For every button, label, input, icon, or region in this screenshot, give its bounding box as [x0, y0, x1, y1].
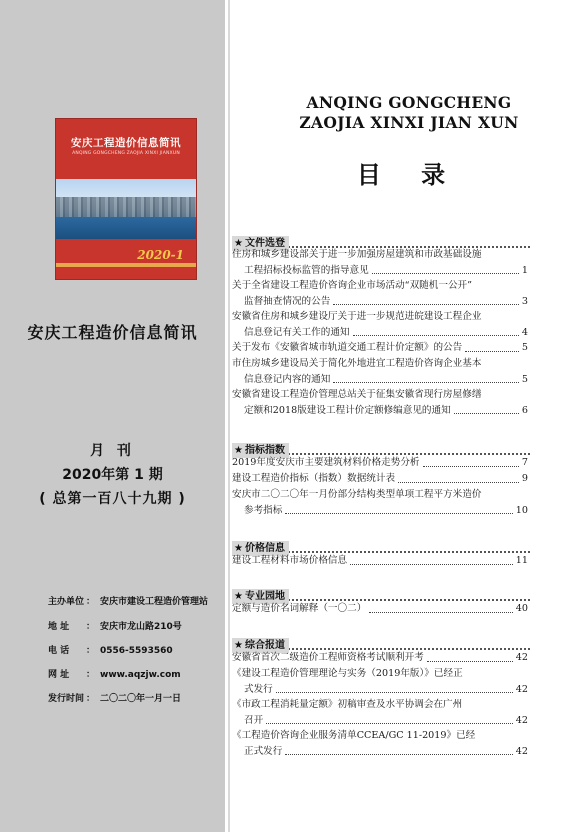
- section-header-news: [232, 633, 530, 650]
- star-icon: ★: [234, 543, 243, 554]
- magazine-name: 安庆工程造价信息简讯: [27, 323, 198, 342]
- page-number: 9: [521, 473, 528, 484]
- toc-entry[interactable]: 《市政工程消耗量定额》初稿审查及水平协调会在广州 召开 42: [232, 697, 528, 728]
- toc-entry[interactable]: 关于全省建设工程造价咨询企业市场活动“双随机一公开” 监督抽查情况的公告 3: [232, 278, 528, 309]
- star-icon: ★: [234, 238, 243, 249]
- frequency: 月 刊: [90, 443, 135, 459]
- phone-value: 0556-5593560: [100, 646, 173, 656]
- page-number: 10: [515, 504, 528, 516]
- cover-image: [55, 118, 197, 280]
- section-header-professional: [232, 584, 530, 601]
- publisher-value: 安庆市建设工程造价管理站: [100, 597, 209, 607]
- page-number: 4: [521, 326, 528, 338]
- page-number: 42: [515, 745, 528, 757]
- address-key: 地 址: [48, 622, 70, 632]
- toc-entry[interactable]: 《建设工程造价管理理论与实务（2019年版）》已经正 式发行 42: [232, 666, 528, 697]
- toc-entry[interactable]: 安徽省住房和城乡建设厅关于进一步规范进皖建设工程企业 信息登记有关工作的通知 4: [232, 309, 528, 340]
- toc-entry[interactable]: 《工程造价咨询企业服务清单CCEA/GC 11-2019》已经 正式发行 42: [232, 728, 528, 759]
- cover-city-skyline: [56, 197, 196, 217]
- section-label: ★ 价格信息: [232, 541, 289, 556]
- left-panel: [0, 0, 225, 832]
- release-date-value: 二〇二〇年一月一日: [100, 694, 182, 704]
- page-number: 11: [515, 555, 528, 566]
- toc-entry[interactable]: 建设工程造价指标（指数）数据统计表 9: [232, 471, 528, 487]
- page-number: 42: [515, 683, 528, 695]
- page-number: 42: [515, 714, 528, 726]
- section-label: ★ 文件选登: [232, 236, 289, 251]
- publisher-key: 主办单位: [48, 597, 85, 607]
- page-number: 3: [521, 295, 528, 307]
- english-title-line2: ZAOJIA XINXI JIAN XUN: [299, 113, 519, 132]
- section-header-documents: [232, 231, 530, 248]
- total-issue: ( 总第一百八十九期 ): [39, 491, 186, 507]
- section-label: ★ 指标指数: [232, 443, 289, 458]
- phone-key: 电 话: [48, 646, 70, 656]
- release-date-key: 发行时间: [48, 694, 85, 704]
- toc-entry[interactable]: 2019年度安庆市主要建筑材料价格走势分析 7: [232, 455, 528, 471]
- star-icon: ★: [234, 640, 243, 651]
- address-row: 地 址 ： 安庆市龙山路210号: [48, 619, 182, 632]
- publisher-row: 主办单位 ： 安庆市建设工程造价管理站: [48, 594, 208, 607]
- cover-issue: 2020-1: [137, 248, 184, 262]
- toc-title: 目 录: [356, 161, 462, 189]
- website-row: 网 址 ： www.aqzjw.com: [48, 667, 181, 680]
- page-number: 5: [521, 342, 528, 353]
- toc-entry[interactable]: 建设工程材料市场价格信息 11: [232, 553, 528, 569]
- page-number: 7: [521, 457, 528, 468]
- toc-entry[interactable]: 关于发布《安徽省城市轨道交通工程计价定额》的公告 5: [232, 340, 528, 356]
- page-number: 1: [521, 264, 528, 276]
- page-number: 40: [515, 603, 528, 614]
- website-value[interactable]: www.aqzjw.com: [100, 670, 181, 680]
- section-label: ★ 专业园地: [232, 589, 289, 604]
- address-value: 安庆市龙山路210号: [100, 622, 182, 632]
- cover-subtitle: ANQING GONGCHENG ZAOJIA XINXI JIANXUN: [72, 151, 180, 156]
- release-date-row: 发行时间 ： 二〇二〇年一月一日: [48, 691, 181, 704]
- toc-entry[interactable]: 安徽省建设工程造价管理总站关于征集安徽省现行房屋修缮 定额和2018版建设工程计价定额修编意见的通知 6: [232, 387, 528, 418]
- page-number: 42: [515, 652, 528, 663]
- section-label: ★ 综合报道: [232, 638, 289, 653]
- page-number: 5: [521, 373, 528, 385]
- star-icon: ★: [234, 445, 243, 456]
- toc-entry[interactable]: 安庆市二〇二〇年一月份部分结构类型单项工程平方米造价 参考指标 10: [232, 487, 528, 518]
- toc-entry[interactable]: 市住房城乡建设局关于简化外地进宜工程造价咨询企业基本 信息登记内容的通知 5: [232, 356, 528, 387]
- section-header-prices: [232, 536, 530, 553]
- star-icon: ★: [234, 591, 243, 602]
- website-key: 网 址: [48, 670, 70, 680]
- cover-title: 安庆工程造价信息简讯: [71, 137, 181, 149]
- english-title-line1: ANQING GONGCHENG: [306, 93, 512, 112]
- cover-bar: [56, 263, 196, 267]
- issue-number: 2020年第 1 期: [62, 467, 163, 483]
- page-number: 6: [521, 404, 528, 416]
- toc-entry[interactable]: 安徽省首次二级造价工程师资格考试顺利开考 42: [232, 650, 528, 666]
- section-header-indices: [232, 438, 530, 455]
- phone-row: 电 话 ： 0556-5593560: [48, 643, 173, 656]
- toc-entry[interactable]: 定额与造价名词解释（一〇二） 40: [232, 601, 528, 617]
- toc-entry[interactable]: 住房和城乡建设部关于进一步加强房屋建筑和市政基础设施 工程招标投标监管的指导意见 1: [232, 247, 528, 278]
